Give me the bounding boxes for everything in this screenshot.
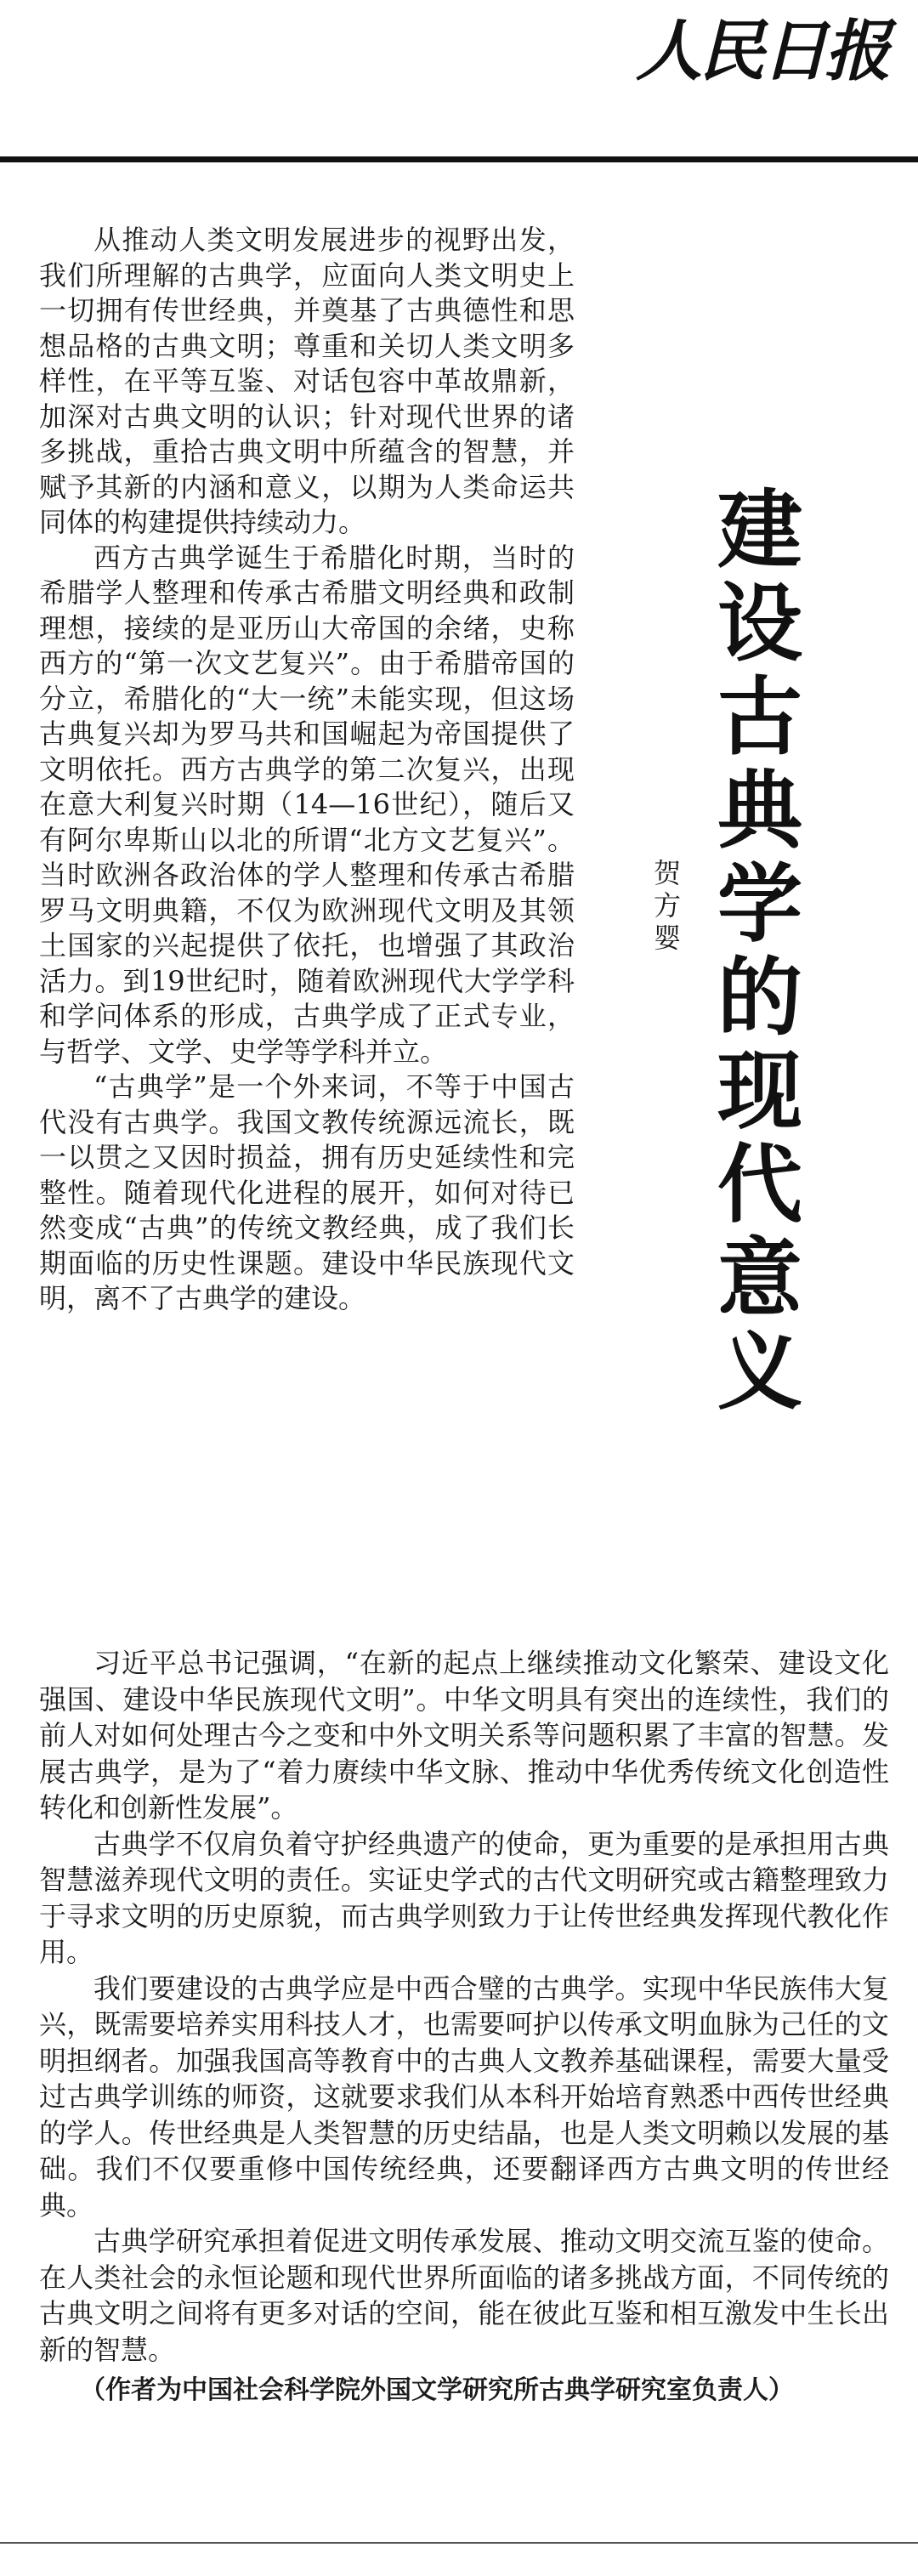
footer-rule bbox=[0, 2542, 918, 2544]
paragraph: 古典学不仅肩负着守护经典遗产的使命，更为重要的是承担用古典智慧滋养现代文明的责任。实证史学式的古代文明研究或古籍整理致力于寻求文明的历史原貌，而古典学则致力于让传世经典发挥现代教化作用。 bbox=[39, 1827, 889, 1968]
paragraph: 西方古典学诞生于希腊化时期，当时的希腊学人整理和传承古希腊文明经典和政制理想，接续的是亚历山大帝国的余绪，史称西方的“第一次文艺复兴”。由于希腊帝国的分立，希腊化的“大一统”未能实现，但这场古典复兴却为罗马共和国崛起为帝国提供了文明依托。西方古典学的第二次复兴，出现在意大利复兴时期（14—16世纪），随后又有阿尔卑斯山以北的所谓“北方文艺复兴”。当时欧洲各政治体的学人整理和传承古希腊罗马文明典籍，不仅为欧洲现代文明及其领土国家的兴起提供了依托，也增强了其政治活力。到19世纪时，随着欧洲现代大学学科和学问体系的形成，古典学成了正式专业，与哲学、文学、史学等学科并立。 bbox=[39, 541, 575, 1068]
paragraph: 习近平总书记强调，“在新的起点上继续推动文化繁荣、建设文化强国、建设中华民族现代文明”。中华文明具有突出的连续性，我们的前人对如何处理古今之变和中外文明关系等问题积累了丰富的智慧。发展古典学，是为了“着力赓续中华文脉、推动中华优秀传统文化创造性转化和创新性发展”。 bbox=[39, 1647, 889, 1824]
newspaper-masthead: 人民日报 bbox=[635, 13, 887, 90]
author-byline: 贺方婴 bbox=[649, 859, 682, 956]
header-rule bbox=[0, 156, 918, 162]
article-column-narrow bbox=[39, 223, 575, 1317]
article-headline: 建设古典学的现代意义 bbox=[703, 485, 802, 1420]
paragraph: 古典学研究承担着促进文明传承发展、推动文明交流互鉴的使命。在人类社会的永恒论题和现代世界所面临的诸多挑战方面，不同传统的古典文明之间将有更多对话的空间，能在彼此互鉴和相互激发中生长出新的智慧。 bbox=[39, 2225, 889, 2366]
author-note: （作者为中国社会科学院外国文学研究所古典学研究室负责人） bbox=[80, 2375, 794, 2405]
paragraph: 从推动人类文明发展进步的视野出发，我们所理解的古典学，应面向人类文明史上一切拥有传世经典，并奠基了古典德性和思想品格的古典文明；尊重和关切人类文明多样性，在平等互鉴、对话包容中革故鼎新，加深对古典文明的认识；针对现代世界的诸多挑战，重拾古典文明中所蕴含的智慧，并赋予其新的内涵和意义，以期为人类命运共同体的构建提供持续动力。 bbox=[39, 224, 575, 538]
paragraph: “古典学”是一个外来词，不等于中国古代没有古典学。我国文教传统源远流长，既一以贯之又因时损益，拥有历史延续性和完整性。随着现代化进程的展开，如何对待已然变成“古典”的传统文教经典，成了我们长期面临的历史性课题。建设中华民族现代文明，离不了古典学的建设。 bbox=[39, 1070, 575, 1314]
article-column-wide bbox=[39, 1645, 889, 2409]
paragraph: 我们要建设的古典学应是中西合璧的古典学。实现中华民族伟大复兴，既需要培养实用科技人才，也需要呵护以传承文明血脉为己任的文明担纲者。加强我国高等教育中的古典人文教养基础课程，需要大量受过古典学训练的师资，这就要求我们从本科开始培育熟悉中西传世经典的学人。传世经典是人类智慧的历史结晶，也是人类文明赖以发展的基础。我们不仅要重修中国传统经典，还要翻译西方古典文明的传世经典。 bbox=[39, 1972, 889, 2221]
